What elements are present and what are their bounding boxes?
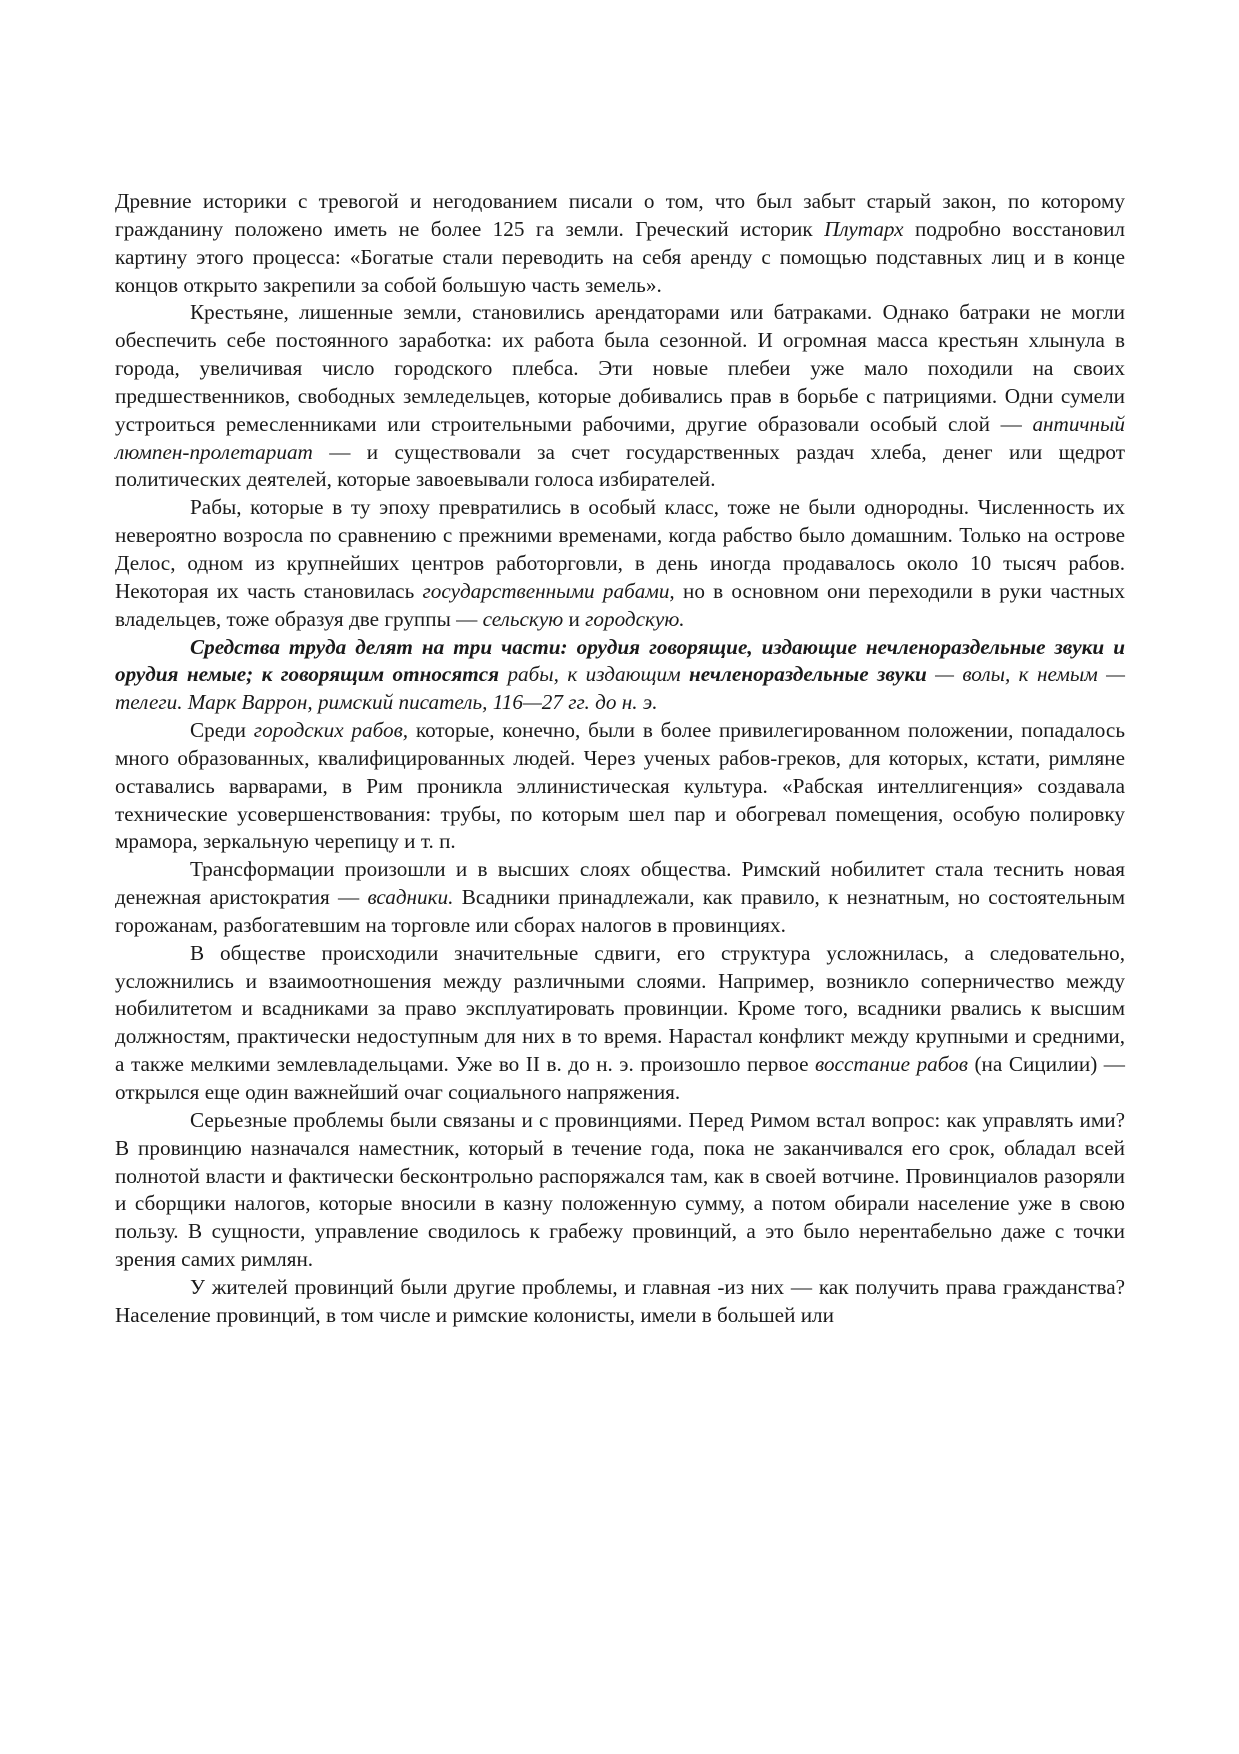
paragraph <box>115 940 1125 1107</box>
text-run: Всадники принадлежали, как правило, к незнатным, но состоятельным горожанам, разбогатевшим на торговле или сборах налогов в провинциях. <box>115 885 1125 937</box>
text-run: — и существовали за счет государственных раздач хлеба, денег или щедрот политических деятелей, которые завоевывали голоса избирателей. <box>115 439 1125 492</box>
text-run: и <box>563 606 586 631</box>
paragraph <box>115 634 1125 718</box>
text-run: Среди <box>190 718 254 743</box>
paragraph <box>115 188 1125 299</box>
text-run: Древние историки с тревогой и негодованием писали о том, что был забыт старый закон, по которому гражданину положено иметь не более 125 га земли. Греческий историк <box>115 189 1125 241</box>
paragraph <box>115 856 1125 940</box>
text-run: подробно восстановил картину этого процесса: «Богатые стали переводить на себя аренду с помощью подставных лиц и в конце концов открыто закрепили за собой большую часть земель». <box>115 216 1125 297</box>
italic-text: Плутарх <box>824 216 904 241</box>
italic-text: античный люмпен-пролетариат <box>115 411 1125 464</box>
paragraph <box>115 1274 1125 1330</box>
text-run: Серьезные проблемы были связаны и с провинциями. Перед Римом встал вопрос: как управлять ими? В провинцию назначался наместник, который в течение года, пока не заканчивался его срок, обладал всей полнотой власти и фактически бесконтрольно распоряжался там, как в своей вотчине. Провинциалов разоряли и сборщики налогов, которые вносили в казну положенную сумму, а потом обирали население уже в свою пользу. В сущности, управление сводилось к грабежу провинций, а это было нерентабельно даже с точки зрения самих римлян. <box>115 1107 1125 1272</box>
text-run: У жителей провинций были другие проблемы, и главная -из них — как получить права гражданства? Население провинций, в том числе и римские колонисты, имели в большей или <box>115 1274 1125 1327</box>
italic-text: государственными рабами, <box>422 578 675 603</box>
italic-text: сельскую <box>482 606 564 631</box>
text-run: Рабы, которые в ту эпоху превратились в особый класс, тоже не были однородны. Численность их невероятно возросла по сравнению с прежними временами, когда рабство было домашним. Только на острове Делос, одном из крупнейших центров работорговли, в день иногда продавалось около 10 тысяч рабов. Некоторая их часть становилась <box>115 495 1125 603</box>
text-run: которые, конечно, были в более привилегированном положении, попадалось много образованных, квалифицированных людей. Через ученых рабов-греков, для которых, кстати, римляне оставались варварами, в Рим проникла эллинистическая культура. «Рабская интеллигенция» создавала технические усовершенствования: трубы, по которым шел пар и обогревал помещения, особую полировку мрамора, зеркальную черепицу и т. п. <box>115 718 1125 854</box>
paragraph <box>115 717 1125 856</box>
text-run: но в основном они переходили в руки частных владельцев, тоже образуя две группы — <box>115 578 1125 631</box>
italic-text: восстание рабов <box>815 1052 968 1077</box>
body-text <box>115 188 1125 1330</box>
paragraph <box>115 299 1125 494</box>
italic-text: городских рабов, <box>253 718 409 743</box>
italic-text: — волы, к немым — телеги. Марк Варрон, римский писатель, 116—27 гг. до н. э. <box>115 662 1125 715</box>
bold-italic-text: нечленораздельные звуки <box>689 662 927 687</box>
text-run: Крестьяне, лишенные земли, становились арендаторами или батраками. Однако батраки не могли обеспечить себе постоянного заработка: их работа была сезонной. И огромная масса крестьян хлынула в города, увеличивая число городского плебса. Эти новые плебеи уже мало походили на своих предшественников, свободных земледельцев, которые добивались прав в борьбе с патрициями. Одни сумели устроиться ремесленниками или строительными рабочими, другие образовали особый слой — <box>115 300 1125 436</box>
text-run: Трансформации произошли и в высших слоях общества. Римский нобилитет стала теснить новая денежная аристократия — <box>115 857 1125 910</box>
bold-italic-text: Средства труда делят на три части: орудия говорящие, издающие нечленораздельные звуки и орудия немые; к говорящим относятся <box>115 634 1125 687</box>
italic-text: рабы, к издающим <box>499 662 690 687</box>
italic-text: городскую. <box>585 606 685 631</box>
paragraph <box>115 494 1125 633</box>
italic-text: всадники. <box>367 885 454 910</box>
paragraph <box>115 1107 1125 1274</box>
text-run: (на Сицилии) — открылся еще один важнейший очаг социального напряжения. <box>115 1052 1125 1104</box>
text-run: В обществе происходили значительные сдвиги, его структура усложнилась, а следовательно, усложнились и взаимоотношения между различными слоями. Например, возникло соперничество между нобилитетом и всадниками за право эксплуатировать провинции. Кроме того, всадники рвались к высшим должностям, практически недоступным для них в то время. Нарастал конфликт между крупными и средними, а также мелкими землевладельцами. Уже во II в. до н. э. произошло первое <box>115 940 1125 1077</box>
